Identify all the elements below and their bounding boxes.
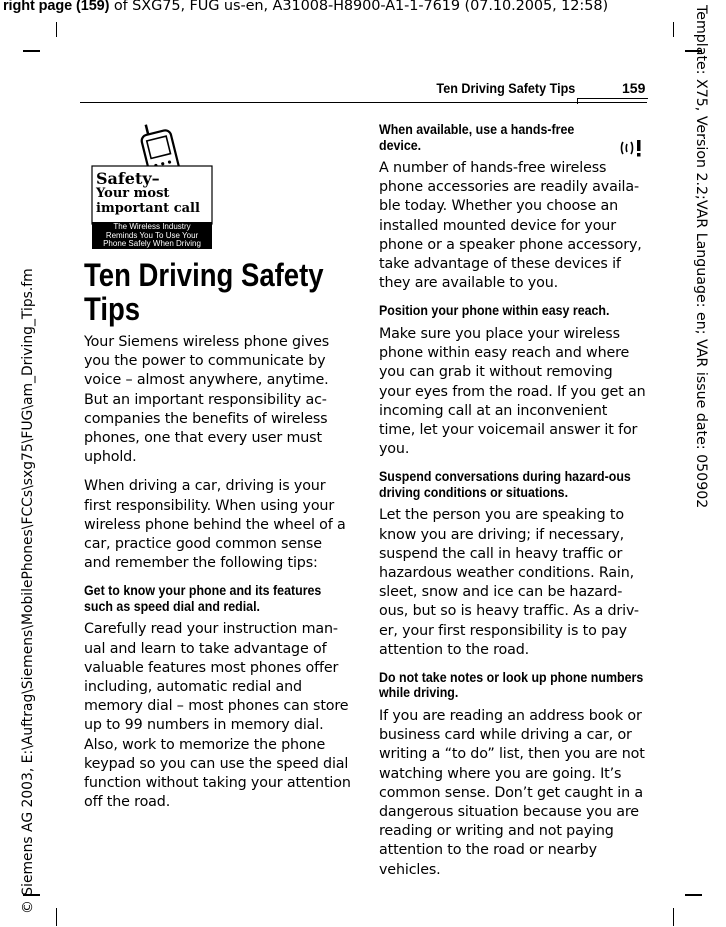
left-column — [84, 333, 352, 822]
header-tab — [577, 98, 648, 104]
crop-mark — [673, 908, 674, 926]
tip-heading: Position your phone within easy reach. — [379, 303, 610, 319]
paragraph: Make sure you place your wireless phone within easy reach and where you can grab it without removing your eyes from the road. If you get an incoming call at an inconvenient time, let your voicemail answer it for you. — [379, 325, 646, 458]
page-title: Ten Driving Safety Tips — [84, 257, 324, 327]
running-header — [421, 80, 575, 96]
crop-mark — [56, 908, 57, 926]
crop-mark — [685, 894, 702, 896]
header-rule — [80, 102, 647, 103]
logo-band — [92, 223, 212, 249]
logo-line-2: Your most — [96, 186, 170, 201]
page-number: 159 — [622, 80, 646, 96]
running-header-title: Ten Driving Safety Tips — [436, 80, 575, 96]
paragraph: Let the person you are speaking to know you are driving; if necessary, suspend the call in heavy traffic or hazardous weather conditions. Rain, sleet, snow and ice can be hazard-ous, but so is heavy traffic. As a driv-er, your first responsibility is to pay attention to the road. — [379, 507, 639, 658]
tip-heading: Get to know your phone and its features such as speed dial and redial. — [84, 583, 322, 614]
crop-mark — [673, 22, 674, 37]
logo-band-line-1: The Wireless Industry — [113, 222, 191, 231]
paragraph: If you are reading an address book or business card while driving a car, or writing a “to do” list, then you are not watching where you are going. It’s common sense. Don’t get caught in a dangerous situation because you are reading or writing and not paying attention to the road or nearby vehicles. — [379, 707, 645, 878]
print-header — [3, 0, 608, 14]
tip-heading: Suspend conversations during hazard-ous driving conditions or situations. — [379, 469, 631, 500]
paragraph: Your Siemens wireless phone gives you the power to communicate by voice – almost anywhere, anytime. But an important responsibility ac-companies the benefits of wireless phones, one that every user must uphold. — [84, 334, 330, 466]
safety-logo — [90, 120, 214, 250]
print-header-details: of SXG75, FUG us-en, A31008-H8900-A1-1-7619 (07.10.2005, 12:58) — [109, 0, 608, 14]
logo-line-1: Safety– — [96, 169, 160, 188]
logo-line-3: important call — [96, 201, 200, 216]
crop-mark — [23, 50, 40, 52]
hands-free-accessory-icon — [620, 138, 644, 158]
page-title-wrap — [84, 258, 384, 326]
paragraph: When driving a car, driving is your first responsibility. When using your wireless phone behind the wheel of a car, practice good common sense and remember the following tips: — [84, 478, 346, 572]
right-column — [379, 122, 647, 890]
print-header-page: right page (159) — [3, 0, 110, 14]
crop-mark — [56, 22, 57, 37]
side-file-path: © Siemens AG 2003, E:\Auftrag\Siemens\MobilePhones\FCCs\sxg75\FUG\am_Driving_Tips.fm — [20, 268, 36, 914]
logo-band-line-2: Reminds You To Use Your — [105, 230, 199, 240]
paragraph: Carefully read your instruction man-ual and learn to take advantage of valuable features most phones offer including, automatic redial and memory dial – most phones can store up to 99 numbers in memory dial. Also, work to memorize the phone keypad so you can use the speed dial function without taking your attention off the road. — [84, 621, 351, 811]
paragraph: A number of hands-free wireless phone accessories are readily availa-ble today. Whether you choose an installed mounted device for your phone or a speaker phone accessory, take advantage of these devices if they are available to you. — [379, 160, 642, 292]
tip-heading: Do not take notes or look up phone numbers while driving. — [379, 669, 644, 701]
side-template-info: Template: X75, Version 2.2;VAR Language: en; VAR issue date: 050902 — [693, 5, 709, 509]
tip-heading: When available, use a hands-free device. — [379, 122, 575, 153]
logo-band-line-3: Phone Safely When Driving — [103, 239, 201, 248]
